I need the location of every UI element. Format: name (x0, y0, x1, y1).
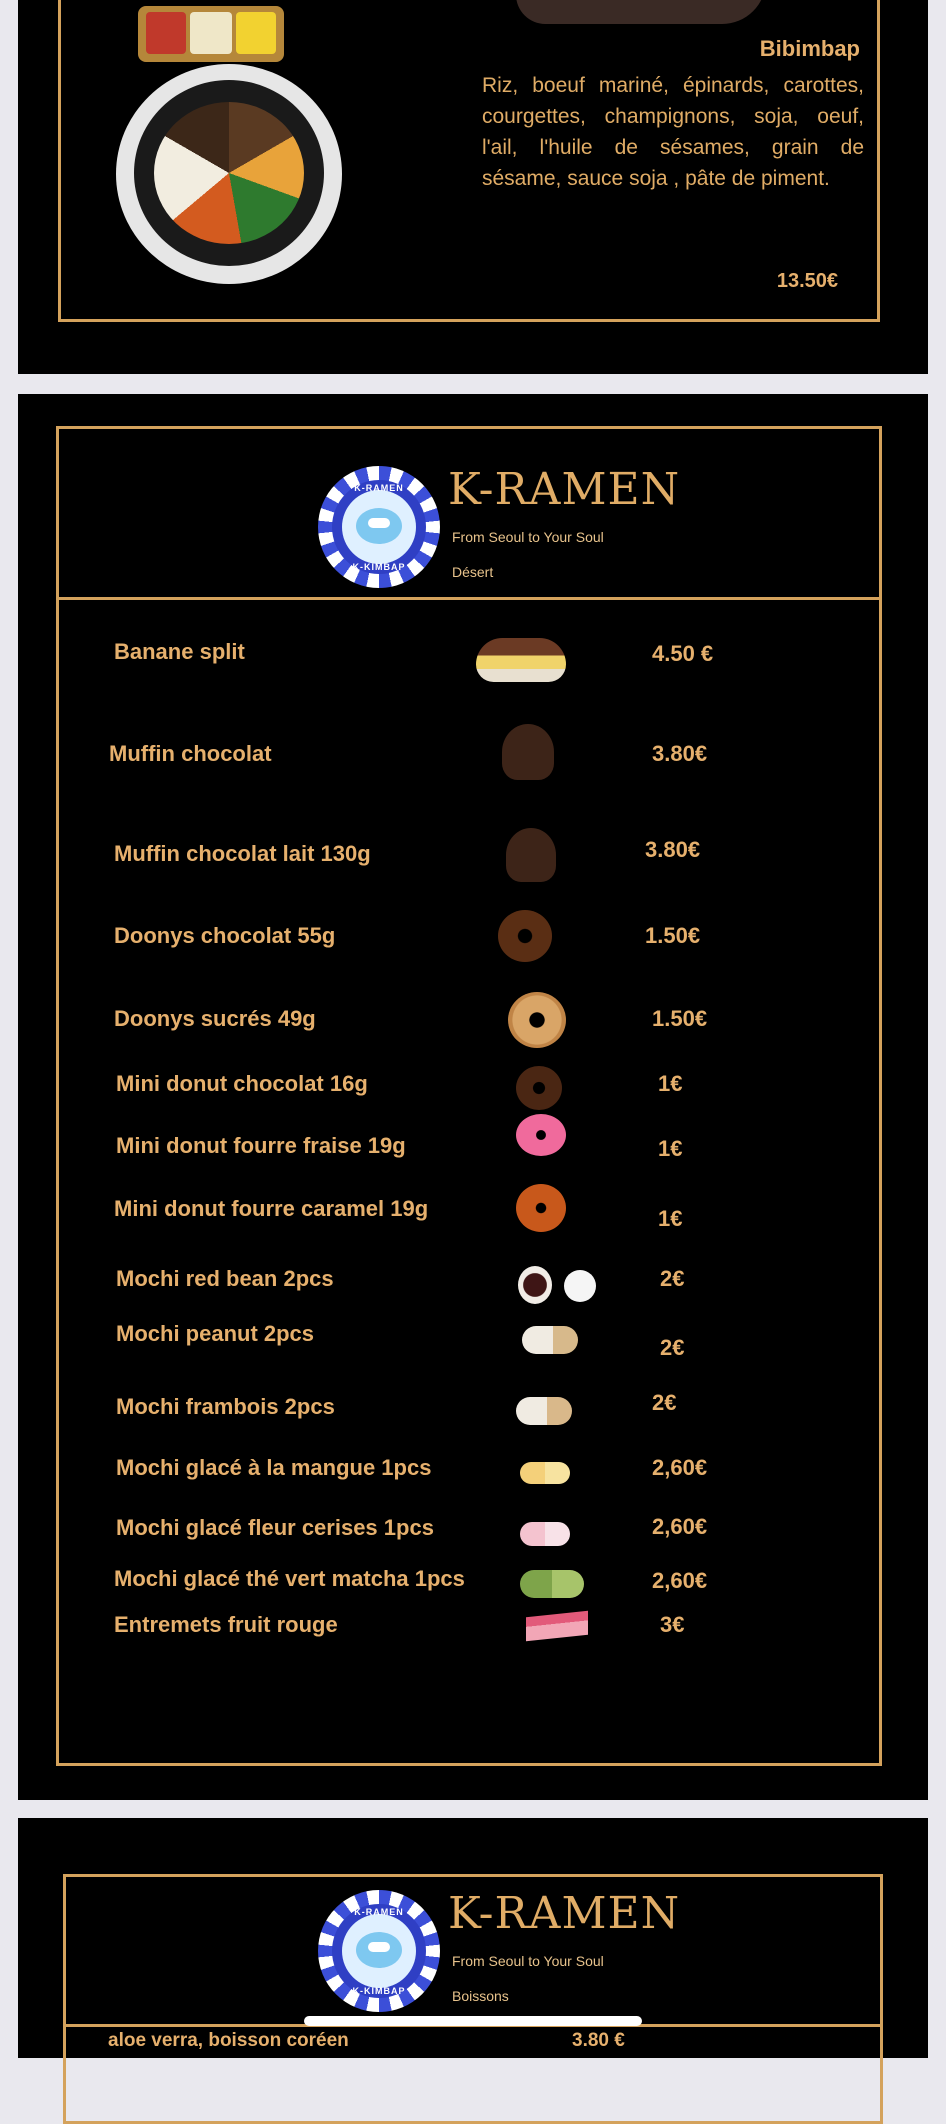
menu-item-name: Doonys sucrés 49g (114, 1006, 316, 1031)
dish-description: Riz, boeuf mariné, épinards, carottes, courgettes, champignons, soja, oeuf, l'ail, l'huile de sésames, grain de sésame, sauce soja , pâte de piment. (482, 74, 864, 190)
menu-item-name: Entremets fruit rouge (114, 1612, 338, 1637)
menu-item-price: 2,60€ (652, 1568, 708, 1593)
donut-image (516, 1066, 562, 1110)
menu-item-name: Muffin chocolat (109, 741, 272, 766)
menu-item-name: Doonys chocolat 55g (114, 923, 336, 948)
menu-item-price: 4.50 € (652, 641, 714, 666)
menu-item-name: Mini donut fourre fraise 19g (116, 1133, 406, 1158)
menu-item-name: Mochi frambois 2pcs (116, 1394, 335, 1419)
banana-split-image (476, 638, 566, 682)
menu-item-name: Mochi peanut 2pcs (116, 1321, 315, 1346)
menu-item-price: 1.50€ (652, 1006, 708, 1031)
menu-item-price: 2€ (660, 1266, 685, 1291)
donut-image (516, 1114, 566, 1156)
header-divider (56, 597, 882, 600)
menu-item-price: 1€ (658, 1206, 683, 1231)
bibimbap-bowl-image (116, 64, 342, 284)
menu-item-price: 1€ (658, 1071, 683, 1096)
muffin-image (506, 828, 556, 882)
menu-item-name: Mochi glacé thé vert matcha 1pcs (114, 1566, 465, 1591)
kimchi-dish (146, 12, 186, 54)
dish-name: Bibimbap (759, 36, 860, 61)
mochi-image (522, 1326, 578, 1354)
home-indicator[interactable] (304, 2016, 642, 2026)
menu-item-price: 2,60€ (652, 1455, 708, 1480)
section-title: Boissons (452, 1988, 509, 2004)
donut-image (516, 1184, 566, 1232)
menu-item-price: 3€ (660, 1612, 685, 1637)
brand-title: K-RAMEN (448, 464, 681, 515)
brand-tagline: From Seoul to Your Soul (452, 529, 604, 545)
menu-item-price: 2,60€ (652, 1514, 708, 1539)
mochi-image (516, 1397, 572, 1425)
menu-item-price: 1.50€ (645, 923, 701, 948)
menu-item-name: Mochi glacé fleur cerises 1pcs (116, 1515, 434, 1540)
sprouts-dish (190, 12, 232, 54)
mochi-image (520, 1462, 570, 1484)
menu-item-price: 3.80 € (572, 2030, 625, 2051)
mochi-image (520, 1570, 584, 1598)
menu-item-price: 2€ (652, 1390, 677, 1415)
menu-item-price: 1€ (658, 1136, 683, 1161)
mochi-image (564, 1270, 596, 1302)
logo-text-bottom: K-KIMBAP (352, 562, 406, 572)
board-image (516, 0, 766, 24)
menu-item-price: 3.80€ (645, 837, 701, 862)
mochi-image (520, 1522, 570, 1546)
mochi-image (518, 1266, 552, 1304)
dish-price: 13.50€ (776, 270, 838, 292)
logo-text-top: K-RAMEN (354, 483, 404, 493)
section-title: Désert (452, 564, 494, 580)
menu-item-name: Mochi glacé à la mangue 1pcs (116, 1455, 432, 1480)
menu-item-name: Mochi red bean 2pcs (116, 1266, 334, 1291)
logo-text-bottom: K-KIMBAP (352, 1986, 406, 1996)
donut-image (498, 910, 552, 962)
brand-logo (318, 1890, 440, 2012)
brand-tagline: From Seoul to Your Soul (452, 1953, 604, 1969)
logo-text-top: K-RAMEN (354, 1907, 404, 1917)
brand-logo (318, 466, 440, 588)
menu-item-price: 2€ (660, 1335, 685, 1360)
menu-page-desserts (18, 394, 928, 1800)
menu-item-name: Banane split (114, 639, 245, 664)
donut-image (508, 992, 566, 1048)
menu-item-name: Mini donut chocolat 16g (116, 1071, 368, 1096)
radish-dish (236, 12, 276, 54)
menu-item-name: Muffin chocolat lait 130g (114, 841, 371, 866)
menu-item-name: Mini donut fourre caramel 19g (114, 1196, 429, 1221)
menu-item-name: aloe verra, boisson coréen (108, 2030, 349, 2051)
side-dishes-tray-image (138, 6, 284, 62)
menu-item-price: 3.80€ (652, 741, 708, 766)
brand-title: K-RAMEN (448, 1888, 681, 1939)
muffin-image (502, 724, 554, 780)
menu-page-main-dishes (18, 0, 928, 374)
